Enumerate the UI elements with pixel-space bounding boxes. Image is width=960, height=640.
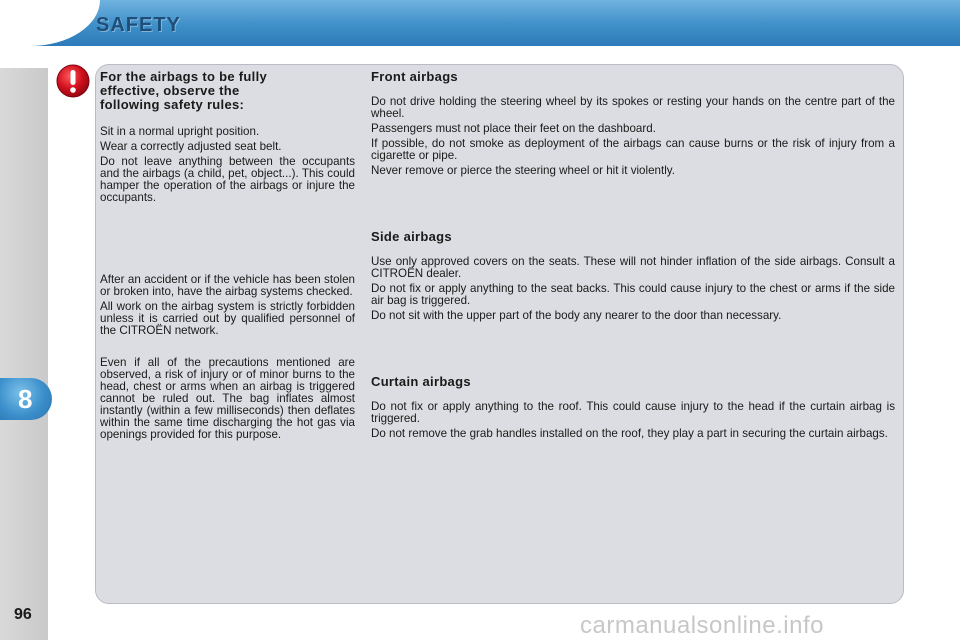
side-airbags-paragraph: Do not fix or apply anything to the seat backs. This could cause injury to the chest or arms if the side air bag is triggered. — [371, 282, 895, 307]
safety-rules-title-line: effective, observe the — [100, 83, 240, 98]
side-airbags-heading: Side airbags — [371, 229, 452, 244]
safety-rules-title — [100, 70, 355, 112]
after-accident-paragraph: All work on the airbag system is strictly forbidden unless it is carried out by qualified personnel of the CITROËN network. — [100, 300, 355, 337]
section-title: SAFETY — [96, 14, 181, 36]
spacer — [100, 207, 355, 274]
safety-rules-title-line: following safety rules: — [100, 97, 245, 112]
airbag-sections-column — [371, 70, 895, 443]
chapter-tab[interactable] — [0, 378, 52, 420]
page-number: 96 — [14, 606, 32, 623]
spacer — [371, 325, 895, 375]
rule-paragraph: Wear a correctly adjusted seat belt. — [100, 140, 282, 153]
after-accident-paragraph: After an accident or if the vehicle has been stolen or broken into, have the airbag systems checked. — [100, 273, 355, 298]
curtain-airbags-paragraph: Do not remove the grab handles installed on the roof, they play a part in securing the curtain airbags. — [371, 427, 888, 440]
rule-paragraph: Do not leave anything between the occupants and the airbags (a child, pet, object...). This could hamper the operation of the airbags or injure the occupants. — [100, 155, 355, 204]
precautions-paragraph: Even if all of the precautions mentioned are observed, a risk of injury or of minor burns to the head, chest or arms when an airbag is triggered cannot be ruled out. The bag inflates almost instantly (within a few milliseconds) then deflates within the same time discharging the hot gas via openings provided for this purpose. — [100, 356, 355, 441]
exclamation-icon — [56, 64, 90, 98]
side-airbags-paragraph: Use only approved covers on the seats. These will not hinder inflation of the side airbags. Consult a CITROËN dealer. — [371, 255, 895, 280]
front-airbags-heading: Front airbags — [371, 69, 458, 84]
safety-rules-column — [100, 70, 355, 444]
spacer — [100, 340, 355, 357]
curtain-airbags-heading: Curtain airbags — [371, 374, 471, 389]
front-airbags-paragraph: If possible, do not smoke as deployment of the airbags can cause burns or the risk of injury from a cigarette or pipe. — [371, 137, 895, 162]
watermark: carmanualsonline.info — [580, 612, 824, 639]
front-airbags-paragraph: Passengers must not place their feet on the dashboard. — [371, 122, 656, 135]
safety-rules-title-line: For the airbags to be fully — [100, 69, 268, 84]
curtain-airbags-paragraph: Do not fix or apply anything to the roof. This could cause injury to the head if the curtain airbag is triggered. — [371, 400, 895, 425]
front-airbags-paragraph: Do not drive holding the steering wheel by its spokes or resting your hands on the centre part of the wheel. — [371, 95, 895, 120]
front-airbags-paragraph: Never remove or pierce the steering wheel or hit it violently. — [371, 164, 675, 177]
side-airbags-paragraph: Do not sit with the upper part of the body any nearer to the door than necessary. — [371, 309, 782, 322]
rule-paragraph: Sit in a normal upright position. — [100, 125, 260, 138]
chapter-number: 8 — [18, 384, 33, 414]
page-edge-strip — [0, 68, 48, 640]
spacer — [371, 180, 895, 230]
